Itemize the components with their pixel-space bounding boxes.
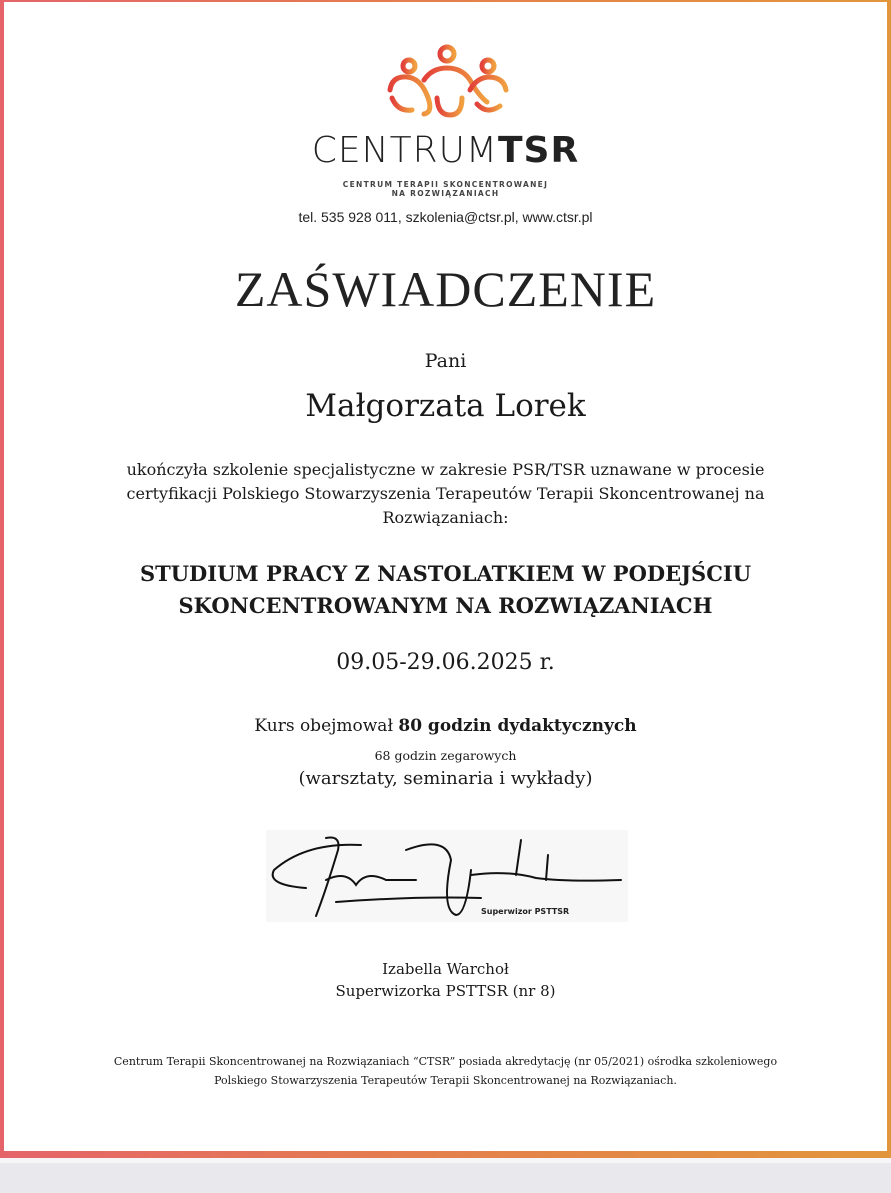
clock-hours: 68 godzin zegarowych [374, 748, 517, 763]
page-edge [0, 1158, 891, 1163]
course-title: STUDIUM PRACY Z NASTOLATKIEM W PODEJŚCIU SKONCENTROWANYM NA ROZWIĄZANIACH [139, 561, 752, 618]
document-title: ZAŚWIADCZENIE [234, 261, 657, 317]
salutation: Pani [424, 350, 467, 372]
people-logo-icon [382, 40, 512, 120]
course-types: (warsztaty, seminaria i wykłady) [298, 768, 593, 789]
signer: Izabella Warchoł Superwizorka PSTTSR (nr 8) [335, 960, 556, 1000]
accreditation-footer: Centrum Terapii Skoncentrowanej na Rozwiązaniach “CTSR” posiada akredytację (nr 05/2021) ośrodka szkoleniowego Polskiego Stowarzyszenia Terapeutów Terapii Skoncentrowanej na Rozwiązaniach. [113, 1055, 778, 1087]
recipient-name: Małgorzata Lorek [305, 388, 586, 424]
contact-info: tel. 535 928 011, szkolenia@ctsr.pl, www.ctsr.pl [298, 209, 593, 225]
course-hours: Kurs obejmował 80 godzin dydaktycznych [254, 716, 637, 736]
signature-caption: Superwizor PSTTSR [481, 907, 570, 916]
brand-subtitle: CENTRUM TERAPII SKONCENTROWANEJ NA ROZWIĄZANIACH [342, 180, 549, 198]
certificate [4, 2, 887, 1151]
signature-image [266, 830, 628, 922]
course-dates: 09.05-29.06.2025 r. [336, 650, 555, 675]
brand-wordmark: CENTRUMTSR [311, 130, 580, 171]
description: ukończyła szkolenie specjalistyczne w zakresie PSR/TSR uznawane w procesie certyfikacji Polskiego Stowarzyszenia Terapeutów Terapii Skoncentrowanej na Rozwiązaniach: [126, 460, 765, 527]
